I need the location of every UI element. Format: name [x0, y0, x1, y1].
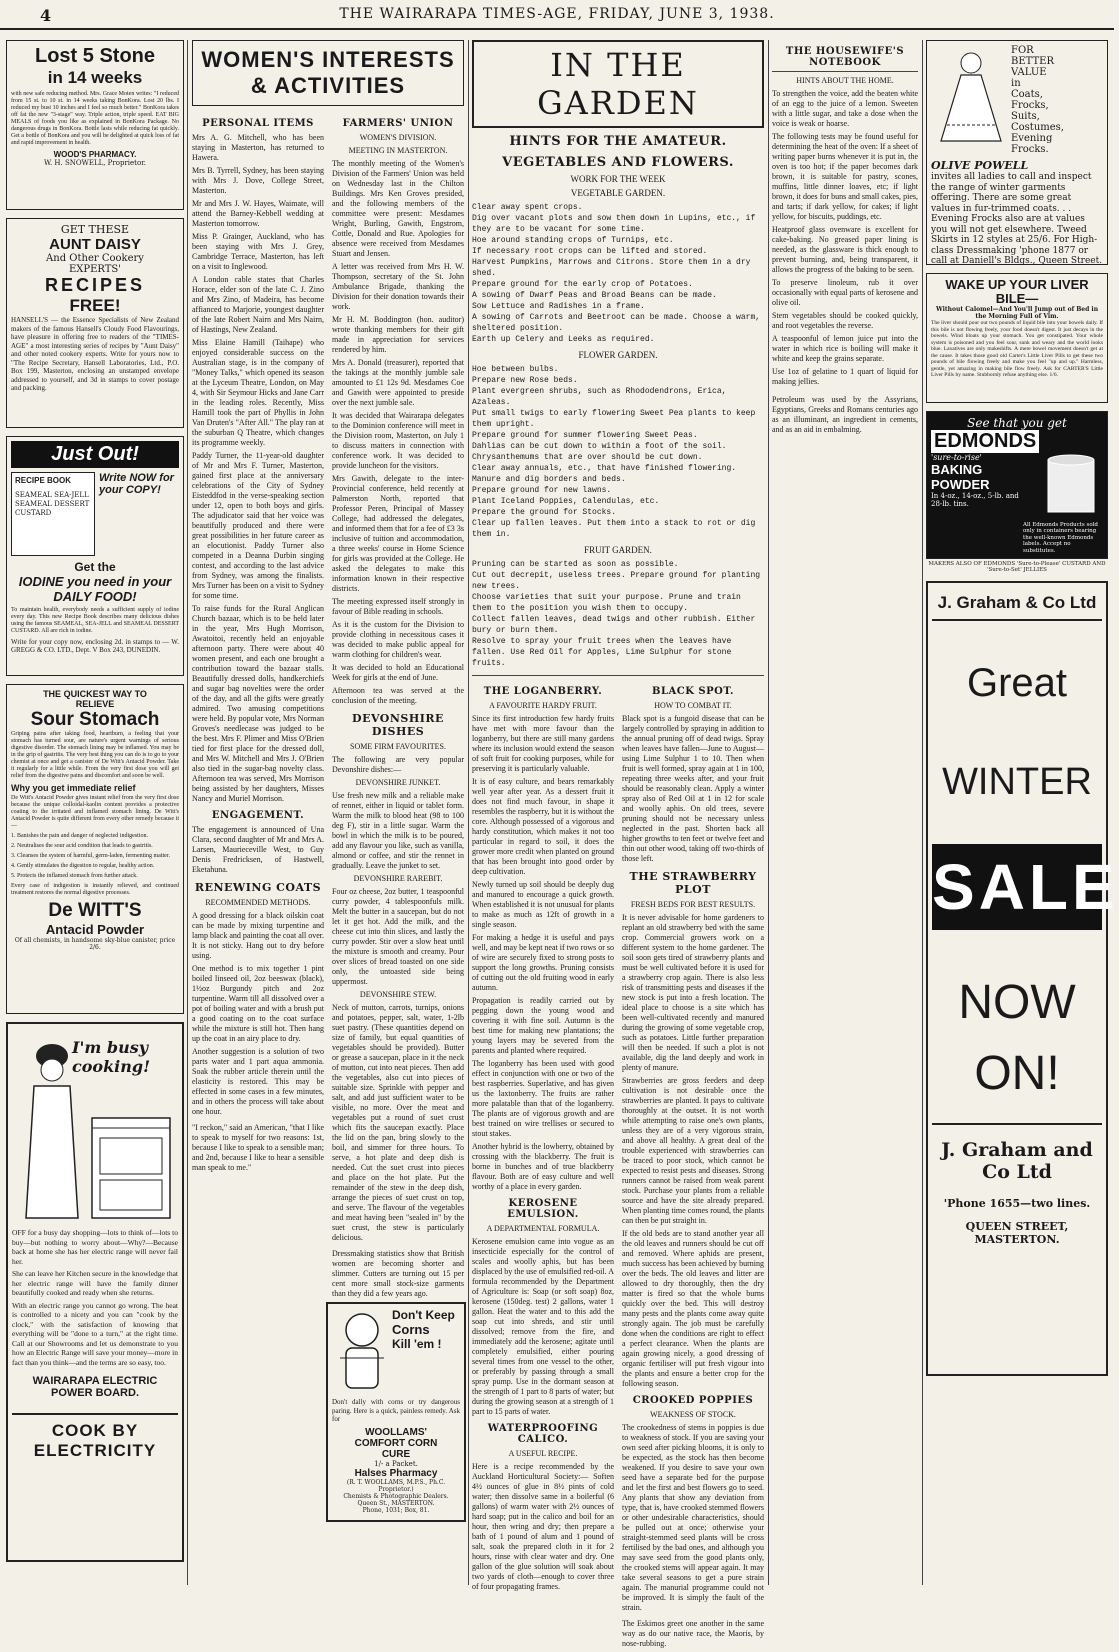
ad-line: See that you get	[967, 416, 1067, 430]
paragraph: Strawberries are gross feeders and deep cultivation is not desirable once the strawberries are planted. It pays to cultivate thoroughly at the outset. It is not worth while attempting to raise one's own plants, unless they are of a very vigorous strain, and above all healthy. A great deal of the trouble experienced with strawberries can be traced to poor stock, which cannot be expected to resist pests and diseases. Strong runners cannot be raised from weak parent stock. Purchase your plants from a reliable source and have the site already prepared. When planting time comes round, the plants can then be put straight in.	[622, 1076, 764, 1225]
ad-point: 4. Gently stimulates the digestion to regular, healthy action.	[11, 863, 155, 869]
list-item: If necessary root crops can be lifted and stored.	[472, 247, 708, 256]
ad-signature: WAIRARAPA ELECTRIC	[32, 1375, 158, 1387]
ad-body: To maintain health, everybody needs a sufficient supply of iodine every day. This new Recipe Book describes many delicious dishes using the famous SEAMEAL, SEA-JELL and SEAMEAL DESSERT CUSTARD. All are rich in iodine.	[11, 607, 179, 634]
sale-line: Great	[966, 661, 1068, 705]
article-heading: THE LOGANBERRY.	[483, 686, 603, 697]
paragraph: For making a hedge it is useful and pays well, and may be kept neat if two rows or so of wire are securely fixed to strong posts to support the long growths. Pruning consists of cutting out the old fruiting wood in early autumn.	[472, 933, 614, 992]
sale-line: ON!	[974, 1047, 1060, 1100]
product-line: POWDER	[931, 477, 990, 492]
article-heading: CROOKED POPPIES	[632, 1395, 754, 1406]
quote-paragraph: "I reckon," said an American, "that I like to speak to myself for two reasons: 1st, because I like to speak to a sensible man; and 2nd, because I like to hear a sensible man speak to me."	[192, 1123, 324, 1172]
book-title: RECIPE BOOK	[15, 476, 72, 485]
sale-line: WINTER	[942, 761, 1092, 803]
article-heading: WATERPROOFING CALICO.	[487, 1423, 599, 1445]
article-heading: ENGAGEMENT.	[211, 810, 305, 821]
ads-column-right	[926, 40, 1119, 1585]
column-rule	[468, 40, 469, 1585]
article-subheading: RECOMMENDED METHODS.	[205, 898, 311, 907]
page-number: 4	[40, 6, 52, 25]
union-column	[332, 112, 464, 1302]
paragraph: Stem vegetables should be cooked quickly, and root vegetables the reverse.	[772, 311, 918, 330]
ad-body: invites all ladies to call and inspect the range of winter garments offering. There are some great values in fur-trimmed coats. . . Evening Frocks also are at values you will not get elsewhere. Tweed Skirts in 12 styles at 25/6. For High-class Dressmaking 'phone 1877 or call at Daniell's Bldgs., Queen Street.	[931, 172, 1103, 266]
list-item: Collect fallen leaves, dead twigs and other rubbish. Either bury or burn them.	[472, 615, 756, 635]
ad-line: And Other Cookery	[46, 253, 144, 264]
paragraph: It was decided to hold an Educational Week for girls at the end of June.	[332, 663, 464, 682]
recipe-title: DEVONSHIRE STEW.	[359, 990, 437, 999]
ad-line: Frocks,	[1011, 100, 1049, 111]
paragraph: The meeting expressed itself strongly in favour of Bible reading in schools.	[332, 597, 464, 616]
ad-headline: Lost 5 Stone	[34, 45, 155, 67]
shop-address: Queen St., MASTERTON.	[357, 1499, 435, 1507]
brand-name: De WITT'S	[48, 900, 142, 921]
masthead	[0, 0, 1114, 30]
paragraph: A good dressing for a black oilskin coat can be made by mixing turpentine and lamp black and painting the coat all over. It is not sticky. Hang out to dry before using.	[192, 911, 324, 960]
brand-name: COMFORT CORN	[354, 1437, 438, 1449]
baking-powder-tin-illustration	[1044, 454, 1099, 514]
list-item: Pruning can be started as soon as possible.	[472, 560, 679, 569]
product-line: BAKING	[931, 462, 983, 477]
list-item: Cut out decrepit, useless trees. Prepare ground for planting new trees.	[472, 571, 761, 591]
list-item: Clear away annuals, etc., that have finished flowering.	[472, 464, 737, 473]
ad-price: 1/- a Packet.	[374, 1459, 418, 1468]
paragraph: Miss Elaine Hamill (Taihape) who enjoyed considerable success on the Australian stage, is in the company of "Money Talks," which opened its season at the Lyceum Theatre, London, on May 4, with Sir Seymour Hicks and Jane Carr in the leading roles. Recently, Miss Hamill took the part of Phyllis in John Van Druten's "After All." The play ran at the suburban Q Theatre, which changes its programme weekly.	[192, 338, 324, 447]
dewitts-ad	[6, 684, 184, 1014]
list-item: Manure and dig borders and beds.	[472, 475, 626, 484]
article-heading: PERSONAL ITEMS	[202, 118, 314, 129]
paragraph: Mr H. M. Boddington (hon. auditor) wrote thanking members for their gift made in appreciation for services rendered by him.	[332, 315, 464, 354]
ad-line: Evening	[1011, 133, 1053, 144]
ad-headline: Kill 'em !	[392, 1337, 442, 1351]
paragraph: Mr and Mrs J. W. Hayes, Waimate, will attend the Barney-Kebbell wedding at Masterton tomorrow.	[192, 199, 324, 228]
ads-column-left	[6, 40, 184, 1585]
paragraph: Dressmaking statistics show that British women are becoming shorter and slimmer. Cutters are turning out 15 per cent more small stock-size garments than they did a few years ago.	[332, 1249, 464, 1298]
ad-line: GET THESE	[60, 223, 130, 236]
paragraph: It is of easy culture, and bears remarkably well year after year. As a dessert fruit it does not find much favour, in shape it resembles the raspberry, but it is without the core. Although possessed of a vigorous and hardy constitution, which makes it not too particular in regard to soil, it does the grower more credit when planted on ground that has been brought into good order by deep cultivation.	[472, 777, 614, 876]
garden-right-column	[622, 680, 764, 1652]
ad-body: OFF for a busy day shopping—lots to think of—lots to buy—but nothing to worry about—Why?—Because back at home she has her electric range will never fail her.	[12, 1228, 178, 1266]
shop-name: Halses Pharmacy	[354, 1467, 438, 1479]
list-item: Harvest Pumpkins, Marrows and Citrons. Store them in a dry shed.	[472, 258, 751, 278]
paragraph: Mrs Gawith, delegate to the inter-Provincial conference, held recently at Palmerston North, reported that Professor Peren, Principal of Massey College, had addressed the delegates, and informed them that for a fee of £3 3s inclusive of tuition and accommodation, a three weeks' course in Home Science for girls was provided at the College. He asked the delegates to make this information known in their respective districts.	[332, 474, 464, 593]
list-item: Sow Lettuce and Radishes in a frame.	[472, 302, 645, 311]
column-rule	[187, 40, 188, 1585]
ad-line: EXPERTS'	[68, 264, 122, 275]
brand-name: EDMONDS	[931, 430, 1039, 453]
paragraph: Paddy Turner, the 11-year-old daughter of Mr and Mrs F. Turner, Masterton, gained first place at the anniversary celebrations of the City of Sydney Eisteddfod in the verse-speaking section under 12, open to both boys and girls. The adjudicator said that her voice was beautifully produced and there were great possibilities in her future career as an elocutionist. Paddy Turner also competed in a Deanna Durbin singing contest, and according to the last advice from Sydney, was among the finalists. Mrs Turner has been on a visit to Sydney for some time.	[192, 451, 324, 600]
shop-name: J. Graham and Co Ltd	[932, 1123, 1102, 1183]
shop-phone: 'Phone 1655—two lines.	[943, 1197, 1091, 1210]
ad-headline: WAKE UP YOUR LIVER BILE—	[945, 277, 1089, 306]
paragraph: One method is to mix together 1 pint boiled linseed oil, 2oz beeswax (black), 1½oz Burgundy pitch and 2oz turpentine. Warm till all dissolved over a pot of boiling water and with a brush put a good coating on to the coat surface while the mixture is still hot. Then hang up the coat in an airy place to dry.	[192, 964, 324, 1043]
ad-line: THE QUICKEST WAY TO	[43, 689, 147, 699]
bonkora-ad	[6, 40, 184, 210]
article-heading: THE STRAWBERRY PLOT	[629, 870, 757, 896]
paragraph: If the old beds are to stand another year all the old leaves and runners should be cut off and removed. Where aphids are present, much success has been achieved by burning over the beds. The old leaves and litter are allowed to dry thoroughly, then the dry matter is fired so that the whole burns quickly over the bed. This will destroy many pests and the plants come away quite strongly again. The job must be carefully done when the conditions are right to effect a perfect clearance. When the plants are again growing nicely, a good dressing of organic fertiliser will put fresh vigour into the plants and ensure a better crop for the following season.	[622, 1229, 764, 1388]
ad-address: Write for your copy now, enclosing 2d. in stamps to — W. GREGG & CO. LTD., Dept. V Box 243, DUNEDIN.	[11, 638, 179, 654]
ad-signature: W. H. SNOWELL, Proprietor.	[44, 159, 146, 167]
article-subheading: WORK FOR THE WEEK	[570, 174, 666, 184]
paragraph: Heatproof glass ovenware is excellent for cake-baking. No greased paper lining is needed, as the glassware is thick enough to prevent burning, and, being transparent, it allows the progress of the baking to be seen.	[772, 225, 918, 274]
ad-signature: POWER BOARD.	[51, 1387, 139, 1399]
ad-point: 2. Neutralises the sour acid condition that leads to gastritis.	[11, 843, 153, 849]
article-heading: BLACK SPOT.	[652, 686, 734, 697]
ad-subheadline: in 14 weeks	[47, 68, 143, 87]
article-subheading: FRESH BEDS FOR BEST RESULTS.	[630, 900, 756, 909]
recipe-title: DEVONSHIRE JUNKET.	[355, 778, 441, 787]
ad-line: RECIPES	[44, 275, 146, 295]
list-item: Put small twigs to early flowering Sweet Pea plants to keep them upright.	[472, 409, 756, 429]
paragraph: To preserve linoleum, rub it over occasionally with equal parts of kerosene and olive oil.	[772, 278, 918, 307]
list-item: A sowing of Carrots and Beetroot can be made. Choose a warm, sheltered position.	[472, 313, 761, 333]
list-item: Choose varieties that suit your purpose. Prune and train them to the position you wish them to occupy.	[472, 593, 741, 613]
paragraph: The engagement is announced of Una Clara, second daughter of Mr and Mrs A. Larsen, Maurieceville West, to Guy Denis Fredricksen, of Hastwell, Eketahuna.	[192, 825, 324, 874]
paragraph: The crookedness of stems in poppies is due to weakness of stock. If you are saving your own seed after picking blooms, it is only to be expected, as the stock has then become weakened. If you desire to save your own seed have a separate bed for the purpose and let the first and best flowers go to seed. Any plants that show any deviation from type, that is, have crooked stemmed flowers or other undesirable characteristics, should be pulled out at once; otherwise your straight-stemmed seed plants will be cross fertilised by the bad ones, and although you may save seed from the good plants only, the crooked stems will appear again. It may take several seasons to get a pure strain again. The manurial programme could not be improved. It is simply the fault of the strain.	[622, 1423, 764, 1612]
ad-point: 1. Banishes the pain and danger of neglected indigestion.	[11, 833, 148, 839]
ad-footer: MAKERS ALSO OF EDMONDS 'Sure-to-Please' CUSTARD AND 'Sure-to-Set' JELLIES	[928, 561, 1106, 573]
write-now: Write NOW for your COPY!	[99, 472, 174, 496]
ad-line: in	[1011, 78, 1021, 89]
ad-subheadline: Without Calomel—And You'll Jump out of Bed in the Morning Full of Vim.	[935, 306, 1099, 320]
column-rule	[922, 40, 923, 1585]
section-header: IN THE GARDEN	[537, 46, 699, 122]
ad-headline: Don't Keep	[392, 1308, 455, 1322]
paragraph: The monthly meeting of the Women's Division of the Farmers' Union was held on Wednesday last in the Chilton Buildings. Mrs Ken Groves presided, and the following members of the committee were present: Mesdames Wright, Burling, Gawith, Engstrom, Cottle, Donald and Rue. Apologies for absence were received from Mesdames Stuart and Jensen.	[332, 159, 464, 258]
ad-body: Every case of indigestion is instantly relieved, and continued treatment restores the normal digestive processes.	[11, 883, 179, 896]
ad-body: Don't dally with corns or try dangerous paring. Here is a quick, painless remedy. Ask for	[332, 1398, 460, 1423]
ad-banner: COOK BY ELECTRICITY	[12, 1413, 178, 1461]
shop-name: OLIVE POWELL	[931, 159, 1029, 172]
ad-line: FOR	[1011, 45, 1034, 56]
paragraph: Petroleum was used by the Assyrians, Egyptians, Greeks and Romans centuries ago as an illuminant, an ingredient in cements, and as an aid in embalming.	[772, 395, 918, 434]
paragraph: It is never advisable for home gardeners to replant an old strawberry bed with the same crop. Commercial growers work on a different system to the home gardener. The soil soon gets tired of strawberry plants and must be well cultivated before it is used for a strawberry crop again. There is also less risk of transmitting pests and diseases if the new stock is put into a fresh location. The ideal place to choose is a site which has been well-cultivated recently and manured during the growing of some vegetable crop, such as potatoes. Little further preparation will then be needed. If such a plot is not available, dig the land deeply and work in plenty of manure.	[622, 913, 764, 1072]
ad-line: Costumes,	[1011, 122, 1064, 133]
ad-subhead: Why you get immediate relief	[11, 783, 136, 793]
ad-line: FREE!	[69, 296, 121, 315]
list-item: Prepare ground for new lawns.	[472, 486, 612, 495]
ad-line: BETTER	[1011, 56, 1055, 67]
ad-line: Get the	[74, 560, 116, 574]
list-item: Resolve to spray your fruit trees when the leaves have fallen. Use Red Oil for Apples, Lime Sulphur for stone fruits.	[472, 637, 732, 668]
article-subheading: A FAVOURITE HARDY FRUIT.	[489, 701, 597, 710]
list-item: Chrysanthemums that are over should be cut down.	[472, 453, 703, 462]
ad-line: AUNT DAISY	[49, 236, 141, 253]
article-heading: KEROSENE EMULSION.	[507, 1198, 579, 1220]
paragraph: Another suggestion is a solution of two parts water and 1 part aqua ammonia. Soak the rubber article therein until the elasticity is restored. This may be effected in some cases in a few minutes, and in others the process will take about one hour.	[192, 1047, 324, 1116]
paragraph: Neck of mutton, carrots, turnips, onions and potatoes, pepper, salt, water, 1-2lb suet pastry. (These quantities depend on size of family, but equal quantities of vegetables should be provided). Butter or grease a saucepan, place in it the neck of mutton, cut into neat pieces. Then add the vegetables, also cut into pieces of suitable size. Sprinkle with pepper and salt, and add just sufficient water to be visible, no more. Over the meat and vegetables put a round of suet crust which fits the saucepan exactly. Place the lid on the pan, bring slowly to the boil, and simmer for three hours. To serve, a hot plate and deep dish is needed. Cut the suet crust into pieces and place on the hot plate. Put the remainder of the stew in the deep dish, arrange the pieces of suet crust on top, and serve. The flavour of the vegetables and meat having been "sealed in" by the suet crust, the stew is particularly delicious.	[332, 1003, 464, 1242]
product-name: Antacid Powder	[45, 922, 145, 937]
article-subheading: MEETING IN MASTERTON.	[348, 146, 448, 155]
product-sizes: In 4-oz., 14-oz., 5-lb. and 28-lb. tins.	[931, 492, 1019, 508]
paragraph: As it is the custom for the Division to provide clothing in necessitous cases it was decided to make public appeal for warm clothing for children's wear.	[332, 620, 464, 659]
list-item: Plant Iceland Poppies, Calendulas, etc.	[472, 497, 660, 506]
corn-cure-ad	[326, 1302, 466, 1522]
paragraph: Here is a recipe recommended by the Auckland Horticultural Society:— Soften 4½ ounces of glue in 8½ pints of cold water; then dissolve same in a boilerful (6 gallons) of warm water with 2½ ounces of hard soap; put in the calico and boil for an hour, then wring and dry; then prepare a bath of 1 pound of alum and 1 pound of salt, soak the prepared cloth in it for 2 hours, rinse with clear water and dry. One gallon of the glue solution will soak about two yards of cloth—enough to cover three of four propagating frames.	[472, 1462, 614, 1591]
brand-name: CURE	[381, 1448, 411, 1460]
section-header: & ACTIVITIES	[250, 73, 406, 98]
paragraph: The Eskimos greet one another in the same way as do our native race, the Maoris, by nose-rubbing.	[622, 1619, 764, 1648]
housewife-notebook-section	[772, 40, 918, 1585]
section-header: THE HOUSEWIFE'S NOTEBOOK	[772, 46, 918, 72]
list-item: Clear up fallen leaves. Put them into a stack to rot or dig them in.	[472, 519, 756, 539]
list-item: Plant evergreen shrubs, such as Rhododendrons, Erica, Azaleas.	[472, 387, 727, 407]
paragraph: The loganberry has been used with good effect in conjunction with one or two of the best raspberries. Superlative, and has given us the laxtonberry. The fruits are rather more palatable than that of the loganberry. The plants are of vigorous growth and are best trained on wire trellises or secured to stout stakes.	[472, 1059, 614, 1138]
paragraph: The following are very popular Devonshire dishes:—	[332, 755, 464, 774]
article-subheading: A DEPARTMENTAL FORMULA.	[486, 1224, 600, 1233]
ad-body: HANSELL'S — the Essence Specialists of New Zealand makers of the famous Hansell's Cloudy Food Flavourings, have pleasure in offering free to readers of the "TIMES-AGE" a most interesting series of recipes by "Aunt Daisy" and other noted cookery experts. Write for yours now to "The Recipe Secretary, Hansell Laboratories, Ltd., P.O. Box 199, Masterton, enclosing an unstamped envelope addressed to yourself, and 3d in stamps to cover postage and packing.	[11, 316, 179, 392]
paragraph: A London cable states that Charles Horace, elder son of the late C. J. Zino and Mrs Zino, of Madeira, has become affianced to Marjorie, youngest daughter of the late Robert Nairn and Mrs Nairn, of Hastings, New Zealand.	[192, 275, 324, 334]
article-heading: DEVONSHIRE DISHES	[352, 712, 444, 738]
shop-name: J. Graham & Co Ltd	[932, 587, 1102, 621]
masthead-title: THE WAIRARAPA TIMES-AGE, FRIDAY, JUNE 3, 1938.	[339, 6, 775, 22]
list-item: Dig over vacant plots and sow them down in Lupins, etc., if they are to be vacant for some time.	[472, 214, 756, 234]
ad-point: 3. Cleanses the system of harmful, germ-laden, fermenting matter.	[11, 853, 170, 859]
paragraph: Propagation is readily carried out by pegging down the young wood and covering it with fine soil. Autumn is the best time for making new plantations; the young layers may be severed from the parents and planted where required.	[472, 996, 614, 1055]
list-item: Hoe around standing crops of Turnips, etc.	[472, 236, 674, 245]
ad-body: with new safe reducing method. Mrs. Grace Moten writes: "I reduced from 15 st. to 10 st. in 14 weeks taking BonKora. Lost 20 lbs. I reduced my bust 10 inches and I feel so much better." BonKora takes off fat the new "3-stage" way. Triple action, triple speed. EAT BIG MEALS of foods you like as explained in BonKora Package. No dangerous drugs in BonKora. Bottle lasts while reducing fat quickly. Get a bottle of BonKora and you will be delighted at quick loss of fat and rapid improvement in health.	[11, 91, 179, 146]
seameal-ad	[6, 436, 184, 676]
article-subheading: SOME FIRM FAVOURITES.	[350, 742, 446, 751]
garden-left-column	[472, 680, 614, 1652]
ad-line: Frocks.	[1011, 144, 1049, 155]
list-item: Prepare the ground for Stocks.	[472, 508, 617, 517]
paragraph: Miss P. Grainger, Auckland, who has been staying with Mrs J. Grey, Cambridge Terrace, Masterton, has left on a visit to Inglewood.	[192, 232, 324, 271]
womens-interests-section	[192, 40, 464, 1585]
recipe-title: DEVONSHIRE RAREBIT.	[353, 874, 443, 883]
shop-desc: Chemists & Photographic Dealers.	[343, 1492, 449, 1500]
electric-range-ad	[6, 1022, 184, 1562]
article-subheading: WOMEN'S DIVISION.	[359, 133, 437, 142]
ad-headline: Sour Stomach	[30, 709, 160, 730]
liver-pills-ad	[926, 273, 1108, 403]
list-item: Hoe between bulbs.	[472, 365, 559, 374]
section-header: WOMEN'S INTERESTS	[201, 47, 455, 72]
paragraph: It was decided that Wairarapa delegates to the Dominion conference will meet in the Division room, Masterton, on July 1 to discuss matters in connection with conference work. It was decided to provide luncheon for the visitors.	[332, 411, 464, 470]
article-subheading: A USEFUL RECIPE.	[508, 1449, 578, 1458]
paragraph: To raise funds for the Rural Anglican Church bazaar, which is to be held later in the year, Mrs Hugh Morrison, Awatoitoi, recently held an enjoyable afternoon party. There were about 40 women present, and each one brought a contribution toward the bazaar stalls. Beautifully dressed dolls, handkerchiefs and sugar bag novelties were the order of the day, and all the gifts were greatly admired. Two amusing competitions were held. By popular vote, Mrs Norman Groves's needlecase was judged to be the best. Mrs F. Plimer and Miss O'Brien tied for first place for the dressed doll, and Mrs W. Mitchell and Mrs J. O'Brien also tied in the sugar-bag novelty class. Afternoon tea was served, Mrs Morrison being assisted by her daughters, Misses Nancy and Muriel Morrison.	[192, 604, 324, 803]
graham-sale-ad	[926, 581, 1119, 1376]
ad-script-headline: I'm busy cooking!	[72, 1038, 151, 1076]
recipe-book-image	[11, 472, 95, 556]
lady-in-dress-illustration	[931, 45, 1011, 145]
paragraph: Mrs A. Donald (treasurer), reported that the takings at the monthly jumble sale amounted to £1 12s 9d. Mesdames Coe and Gawith were appointed to preside over the next jumble sale.	[332, 358, 464, 407]
paragraph: Use 1oz of gelatine to 1 quart of liquid for making jellies.	[772, 367, 918, 386]
paragraph: Since its first introduction few hardy fruits have met with more favour than the loganberry, but there are still many gardens where its inclusion would extend the season of soft fruit for cooking purposes, while for preserving it is particularly valuable.	[472, 714, 614, 773]
ad-body: Griping pains after taking food, heartburn, a feeling that your stomach has turned sour, are nature's urgent warnings of serious digestive disorder. The stomach lining may be inflamed. You may be in the grip of gastritis. The very best thing you can do is to go to your chemist at once and get a canister of De Witt's Antacid Powder. Take it regularly for a little while. From the very first dose you will get relief from the digestive pains and discomfort and soon be well.	[11, 731, 179, 779]
list-item: Earth up Celery and Leeks as required.	[472, 335, 655, 344]
paragraph: A teaspoonful of lemon juice put into the water in which rice is boiling will make it white and keep the grains separate.	[772, 334, 918, 363]
ad-signature: WOOD'S PHARMACY.	[53, 150, 137, 159]
ad-body: She can leave her Kitchen secure in the knowledge that her electric range will have the family dinner beautifully cooked and ready when she returns.	[12, 1269, 178, 1297]
ad-price: Of all chemists, in handsome sky-blue canister, price 2/6.	[14, 937, 176, 951]
article-heading: HINTS FOR THE AMATEUR.	[509, 134, 727, 149]
article-subheading: HOW TO COMBAT IT.	[654, 701, 732, 710]
paragraph: To strengthen the voice, add the beaten white of an egg to the juice of a lemon. Sweeten with a little sugar, and take a dose when the voice is weak or hoarse.	[772, 89, 918, 128]
book-items: SEAMEAL SEA-JELL SEAMEAL DESSERT CUSTARD	[15, 491, 90, 517]
paragraph: Mrs A. G. Mitchell, who has been staying in Masterton, has returned to Hawera.	[192, 133, 324, 162]
ad-body: With an electric range you cannot go wrong. The heat is controlled to a nicety and you can "cook by the clock," with the satisfaction of knowing that everything will be "done to a turn," at the right time. Call at our Showrooms and let us demonstrate to you how an Electric Range will save your money—more in fact than you think—and the terms are so easy, too.	[12, 1300, 178, 1367]
list-item: Prepare ground for summer flowering Sweet Peas.	[472, 431, 698, 440]
shop-phone: Phone, 1031; Box, 81.	[362, 1506, 430, 1514]
list-heading: VEGETABLE GARDEN.	[570, 188, 666, 198]
list-heading: FLOWER GARDEN.	[578, 350, 658, 360]
sale-line: NOW	[958, 976, 1076, 1029]
paragraph: Four oz cheese, 2oz butter, 1 teaspoonful curry powder, 4 tablespoonfuls milk. Melt the butter in a saucepan, but do not let it get hot. Add the milk, and the cheese cut into thin slices, and lastly the curry powder. Stir over a slow heat until the mixture is smooth and creamy. Pour over slices of bread toasted on one side only, the untoasted side being uppermost.	[332, 887, 464, 986]
article-subheading: HINTS ABOUT THE HOME.	[796, 76, 894, 85]
paragraph: Another hybrid is the lowberry, obtained by crossing with the blackberry. The fruit is borne in bunches and of true blackberry flavour. Both are of easy culture and well worthy of a place in every garden.	[472, 1142, 614, 1191]
paragraph: Mrs B. Tyrrell, Sydney, has been staying with Mrs J. Dove, College Street, Masterton.	[192, 166, 324, 195]
article-heading: VEGETABLES AND FLOWERS.	[502, 155, 734, 170]
article-subheading: WEAKNESS OF STOCK.	[650, 1410, 736, 1419]
paragraph: The following tests may be found useful for determining the heat of the oven: If a sheet of writing paper burns whenever it is put in, the oven is too hot; if the paper becomes dark brown, it is suitable for pastry, scones, muffins, little dinner loaves, etc; if light brown, it does for buns and small cakes, pies, and tarts; if dark yellow, for cakes; if light yellow, for biscuits, puddings, etc.	[772, 132, 918, 221]
paragraph: A letter was received from Mrs H. W. Thompson, secretary of the St. John Ambulance Brigade, thanking the Division for their donation towards their work.	[332, 262, 464, 311]
list-item: Dahlias can be cut down to within a foot of the soil.	[472, 442, 727, 451]
shop-address: QUEEN STREET, MASTERTON.	[965, 1220, 1069, 1246]
list-item: Clear away spent crops.	[472, 203, 583, 212]
list-item: Prepare new Rose beds.	[472, 376, 578, 385]
olive-powell-ad	[926, 40, 1108, 265]
sale-banner: SALE	[932, 844, 1102, 930]
ad-line: VALUE	[1011, 67, 1047, 78]
article-heading: RENEWING COATS	[194, 881, 322, 894]
ad-headline: Just Out!	[11, 441, 179, 468]
aunt-daisy-ad	[6, 218, 184, 428]
edmonds-ad	[926, 411, 1108, 559]
shop-owner: (R. T. WOOLLAMS, M.P.S., Ph.C. Proprietor.)	[346, 1478, 446, 1493]
ad-point: 5. Protects the inflamed stomach from further attack.	[11, 873, 138, 879]
paragraph: Kerosene emulsion came into vogue as an insecticide especially for the control of scales and woolly aphis, but has been displaced by the use of emulsified red-oil. A formula recommended by the Department of Agriculture is: Soap (or soft soap) 8oz, kerosene (150deg. test) 2 gallons, water 1 gallon. Heat the water and to this add the soap cut into shreds, and stir until dissolved; remove from the fire, and immediately add the kerosene; agitate until completely emulsified, either pouring several times from one vessel to the other, or preferably by passing through a small spray pump. Use in the dormant season at the strength of 1 part to 8 parts of water; but during the growing season at a strength of 1 part to 15 parts of water.	[472, 1237, 614, 1416]
garden-section	[472, 40, 764, 1648]
list-heading: FRUIT GARDEN.	[584, 545, 652, 555]
brand-tag: 'sure-to-rise'	[931, 453, 982, 462]
paragraph: Black spot is a fungoid disease that can be largely controlled by spraying in addition to the annual pruning off of dead twigs. Spray when leaves have fallen—June to August—using Lime Sulphur 1 to 10. Then when fruit is well formed, spray again at 1 in 100, repeating three weeks after, and your fruit should be reasonably clean. Apply a winter spray also of Red Oil at 1 in 12 for scale and woolly aphis. On old trees, severe pruning should not be necessary unless neglected in the past. Shorten back all higher growths to ten feet or twelve feet and thin out other wood, taking off two-thirds of those left.	[622, 714, 764, 863]
brand-name: WOOLLAMS'	[365, 1426, 427, 1438]
ad-line: Suits,	[1011, 111, 1040, 122]
corn-figure-illustration	[332, 1308, 392, 1398]
ad-body: The liver should pour out two pounds of liquid bile into your bowels daily. If this bile is not flowing freely, your food doesn't digest. It just decays in the bowels. Wind bloats up your stomach. You get constipated. Your whole system is poisoned and you feel sour, sunk and weary and the world looks blue. Laxatives are only makeshifts. A mere bowel movement doesn't get at the cause. It takes those good old Carter's Little Liver Pills to get these two pounds of bile flowing freely and make you feel "up and up." Harmless, gentle, yet amazing in making bile flow freely. Ask for CARTER'S Little Liver Pills by name. Stubbornly refuse anything else. 1/6.	[931, 320, 1103, 378]
ad-line: Coats,	[1011, 89, 1043, 100]
ad-line: RELIEVE	[75, 699, 115, 709]
list-item: Prepare ground for the early crop of Potatoes.	[472, 280, 693, 289]
column-rule	[768, 40, 769, 1585]
ad-headline: Corns	[392, 1322, 430, 1337]
ad-line: IODINE you need in your DAILY FOOD!	[18, 574, 172, 604]
personal-column	[192, 112, 324, 1302]
ad-body: De Witt's Antacid Powder gives instant relief from the very first dose because the unique colloidal-kaolin content provides a protective coating to the irritated and inflamed stomach lining. De Witt's Antacid Powder is quite different from every other remedy because it —	[11, 795, 179, 829]
paragraph: Newly turned up soil should be deeply dug and manured to encourage a quick growth. When established it is not unusual for plants to make as much as 12ft of growth in a single season.	[472, 880, 614, 929]
list-item: A sowing of Dwarf Peas and Broad Beans can be made.	[472, 291, 717, 300]
ad-note: All Edmonds Products sold only in containers bearing the well-known Edmonds labels. Accept no substitutes.	[1023, 521, 1098, 554]
article-heading: FARMERS' UNION	[342, 118, 454, 129]
paragraph: Use fresh new milk and a reliable make of rennet, either in liquid or tablet form. Warm the milk to blood heat (98 to 100 deg F), stir in a little sugar. Warm the bowl in which the milk is to be poured, add any flavour you like, such as vanilla, almond or coffee, and stir the rennet in gradually. Leave the junket to set.	[332, 791, 464, 870]
paragraph: Afternoon tea was served at the conclusion of the meeting.	[332, 686, 464, 705]
